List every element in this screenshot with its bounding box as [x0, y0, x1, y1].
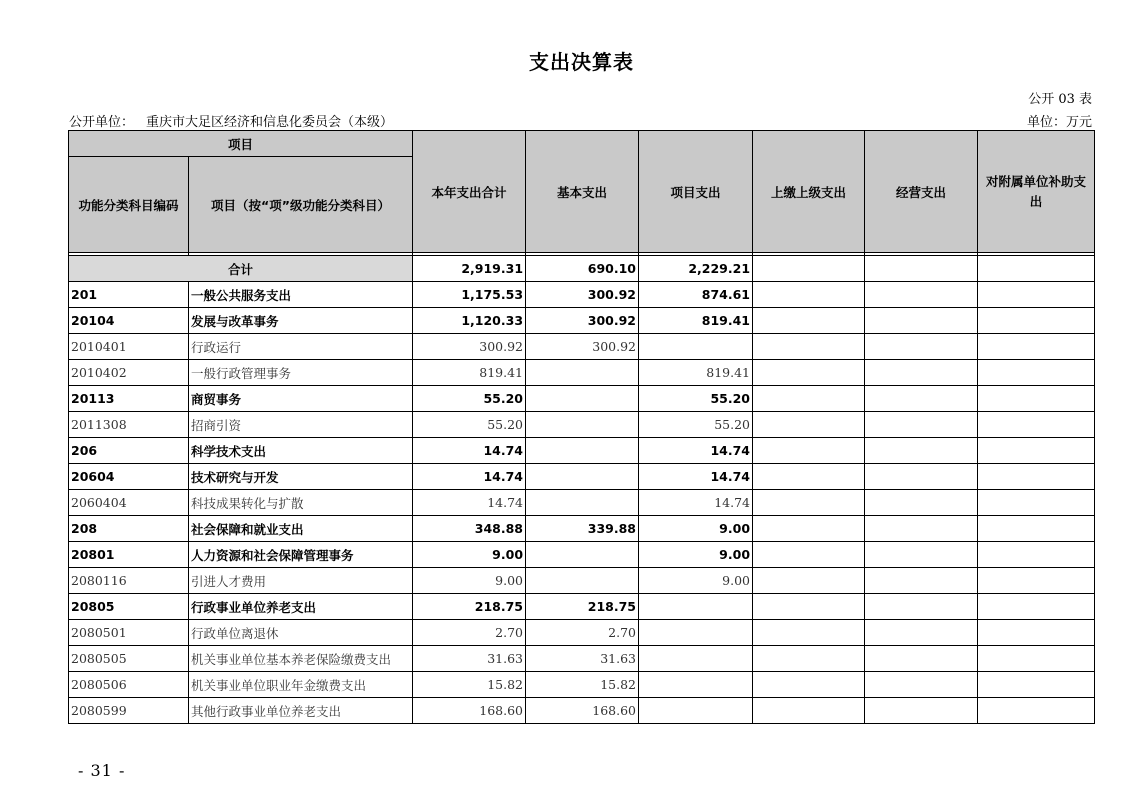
row-code: 2010402	[69, 360, 189, 386]
table-row	[69, 282, 1095, 308]
row-total: 55.20	[413, 412, 526, 438]
row-subsidy	[978, 334, 1095, 360]
row-upper	[753, 282, 865, 308]
header-total: 本年支出合计	[413, 131, 526, 253]
row-basic: 218.75	[526, 594, 639, 620]
row-total: 9.00	[413, 542, 526, 568]
row-name: 技术研究与开发	[189, 464, 413, 490]
row-code: 20104	[69, 308, 189, 334]
row-upper	[753, 516, 865, 542]
total-basic: 690.10	[526, 256, 639, 282]
row-name: 招商引资	[189, 412, 413, 438]
row-total: 15.82	[413, 672, 526, 698]
row-subsidy	[978, 568, 1095, 594]
row-project: 14.74	[639, 438, 753, 464]
row-project: 9.00	[639, 568, 753, 594]
row-business	[865, 360, 978, 386]
expenditure-table	[68, 130, 1095, 724]
row-project	[639, 334, 753, 360]
row-subsidy	[978, 646, 1095, 672]
row-code: 2080116	[69, 568, 189, 594]
row-business	[865, 542, 978, 568]
row-project: 874.61	[639, 282, 753, 308]
row-basic: 31.63	[526, 646, 639, 672]
currency-unit: 单位：万元	[1026, 115, 1092, 130]
row-code: 2080599	[69, 698, 189, 724]
row-upper	[753, 308, 865, 334]
row-total: 14.74	[413, 464, 526, 490]
row-code: 20805	[69, 594, 189, 620]
row-project: 819.41	[639, 360, 753, 386]
row-code: 201	[69, 282, 189, 308]
total-label: 合计	[69, 256, 413, 282]
row-upper	[753, 542, 865, 568]
row-business	[865, 308, 978, 334]
row-code: 2011308	[69, 412, 189, 438]
table-row	[69, 334, 1095, 360]
row-code: 208	[69, 516, 189, 542]
row-name: 一般行政管理事务	[189, 360, 413, 386]
row-basic: 300.92	[526, 334, 639, 360]
row-total: 348.88	[413, 516, 526, 542]
table-row	[69, 516, 1095, 542]
row-upper	[753, 490, 865, 516]
row-subsidy	[978, 672, 1095, 698]
row-name: 社会保障和就业支出	[189, 516, 413, 542]
row-name: 行政运行	[189, 334, 413, 360]
total-upper	[753, 256, 865, 282]
table-row	[69, 386, 1095, 412]
row-subsidy	[978, 438, 1095, 464]
row-basic	[526, 464, 639, 490]
row-code: 2080501	[69, 620, 189, 646]
form-number: 公开 03 表	[1028, 92, 1092, 107]
row-total: 31.63	[413, 646, 526, 672]
table-row	[69, 438, 1095, 464]
row-total: 2.70	[413, 620, 526, 646]
table-row	[69, 646, 1095, 672]
row-total: 168.60	[413, 698, 526, 724]
row-business	[865, 646, 978, 672]
row-basic: 15.82	[526, 672, 639, 698]
row-project: 14.74	[639, 464, 753, 490]
row-basic: 339.88	[526, 516, 639, 542]
table-row	[69, 464, 1095, 490]
header-basic: 基本支出	[526, 131, 639, 253]
row-code: 206	[69, 438, 189, 464]
row-code: 20801	[69, 542, 189, 568]
reporting-unit-label: 公开单位：	[69, 115, 135, 130]
row-name: 一般公共服务支出	[189, 282, 413, 308]
row-basic: 2.70	[526, 620, 639, 646]
row-name: 其他行政事业单位养老支出	[189, 698, 413, 724]
row-subsidy	[978, 516, 1095, 542]
row-upper	[753, 386, 865, 412]
row-name: 人力资源和社会保障管理事务	[189, 542, 413, 568]
row-project: 55.20	[639, 386, 753, 412]
row-business	[865, 464, 978, 490]
row-project	[639, 672, 753, 698]
table-row	[69, 568, 1095, 594]
table-row	[69, 620, 1095, 646]
row-basic	[526, 568, 639, 594]
row-business	[865, 282, 978, 308]
header-item-group: 项目	[69, 131, 413, 157]
row-subsidy	[978, 594, 1095, 620]
row-business	[865, 698, 978, 724]
row-upper	[753, 334, 865, 360]
total-row	[69, 256, 1095, 282]
row-name: 行政事业单位养老支出	[189, 594, 413, 620]
row-upper	[753, 464, 865, 490]
row-name: 科技成果转化与扩散	[189, 490, 413, 516]
table-row	[69, 308, 1095, 334]
header-name: 项目（按“项”级功能分类科目）	[189, 157, 413, 253]
row-project	[639, 646, 753, 672]
row-business	[865, 620, 978, 646]
row-name: 商贸事务	[189, 386, 413, 412]
row-subsidy	[978, 490, 1095, 516]
row-basic: 300.92	[526, 282, 639, 308]
row-total: 14.74	[413, 438, 526, 464]
table-row	[69, 490, 1095, 516]
table-row	[69, 672, 1095, 698]
row-subsidy	[978, 360, 1095, 386]
row-basic: 300.92	[526, 308, 639, 334]
row-upper	[753, 646, 865, 672]
row-subsidy	[978, 620, 1095, 646]
header-project: 项目支出	[639, 131, 753, 253]
row-project: 9.00	[639, 516, 753, 542]
table-row	[69, 698, 1095, 724]
row-basic	[526, 490, 639, 516]
row-name: 机关事业单位基本养老保险缴费支出	[189, 646, 413, 672]
row-project: 14.74	[639, 490, 753, 516]
row-code: 20604	[69, 464, 189, 490]
total-subsidy	[978, 256, 1095, 282]
row-name: 引进人才费用	[189, 568, 413, 594]
reporting-unit	[69, 111, 393, 130]
header-upper: 上缴上级支出	[753, 131, 865, 253]
row-project: 819.41	[639, 308, 753, 334]
row-total: 1,175.53	[413, 282, 526, 308]
row-business	[865, 438, 978, 464]
row-total: 819.41	[413, 360, 526, 386]
row-business	[865, 412, 978, 438]
row-code: 2010401	[69, 334, 189, 360]
row-subsidy	[978, 464, 1095, 490]
table-row	[69, 412, 1095, 438]
row-basic	[526, 386, 639, 412]
row-business	[865, 516, 978, 542]
row-subsidy	[978, 412, 1095, 438]
row-business	[865, 490, 978, 516]
row-name: 发展与改革事务	[189, 308, 413, 334]
row-project	[639, 594, 753, 620]
row-subsidy	[978, 698, 1095, 724]
row-subsidy	[978, 386, 1095, 412]
row-name: 科学技术支出	[189, 438, 413, 464]
table-row	[69, 542, 1095, 568]
row-basic	[526, 360, 639, 386]
row-project	[639, 698, 753, 724]
header-subsidy: 对附属单位补助支出	[978, 131, 1095, 253]
header-code: 功能分类科目编码	[69, 157, 189, 253]
row-basic	[526, 542, 639, 568]
row-total: 218.75	[413, 594, 526, 620]
table-row	[69, 594, 1095, 620]
row-project	[639, 620, 753, 646]
row-business	[865, 386, 978, 412]
table-row	[69, 360, 1095, 386]
total-business	[865, 256, 978, 282]
row-basic	[526, 438, 639, 464]
row-upper	[753, 620, 865, 646]
row-total: 300.92	[413, 334, 526, 360]
row-code: 2080505	[69, 646, 189, 672]
row-business	[865, 568, 978, 594]
header-business: 经营支出	[865, 131, 978, 253]
row-upper	[753, 412, 865, 438]
row-basic: 168.60	[526, 698, 639, 724]
row-upper	[753, 360, 865, 386]
reporting-unit-name: 重庆市大足区经济和信息化委员会（本级）	[146, 115, 394, 130]
row-subsidy	[978, 542, 1095, 568]
row-total: 1,120.33	[413, 308, 526, 334]
page-title: 支出决算表	[529, 50, 634, 74]
row-upper	[753, 438, 865, 464]
page-number: - 31 -	[78, 761, 126, 780]
row-upper	[753, 568, 865, 594]
row-code: 2080506	[69, 672, 189, 698]
row-total: 14.74	[413, 490, 526, 516]
row-project: 55.20	[639, 412, 753, 438]
row-business	[865, 334, 978, 360]
row-business	[865, 594, 978, 620]
row-name: 行政单位离退休	[189, 620, 413, 646]
row-code: 2060404	[69, 490, 189, 516]
total-sum: 2,919.31	[413, 256, 526, 282]
row-total: 55.20	[413, 386, 526, 412]
total-project: 2,229.21	[639, 256, 753, 282]
row-upper	[753, 672, 865, 698]
row-business	[865, 672, 978, 698]
row-upper	[753, 594, 865, 620]
row-code: 20113	[69, 386, 189, 412]
row-subsidy	[978, 308, 1095, 334]
row-subsidy	[978, 282, 1095, 308]
row-basic	[526, 412, 639, 438]
row-name: 机关事业单位职业年金缴费支出	[189, 672, 413, 698]
row-project: 9.00	[639, 542, 753, 568]
row-total: 9.00	[413, 568, 526, 594]
row-upper	[753, 698, 865, 724]
